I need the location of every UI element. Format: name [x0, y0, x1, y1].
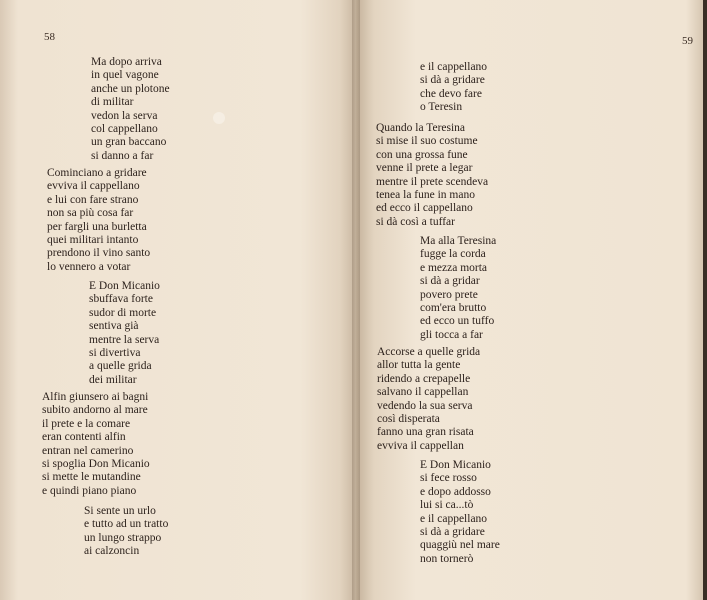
- verse-line: ridendo a crepapelle: [377, 372, 471, 385]
- verse-line: sentiva già: [89, 320, 139, 333]
- verse-line: salvano il cappellan: [377, 386, 469, 399]
- verse-line: Accorse a quelle grida: [377, 346, 481, 358]
- verse-line: in quel vagone: [91, 69, 159, 82]
- stanza-left-5: [84, 505, 168, 559]
- verse-line: si spoglia Don Micanio: [42, 458, 150, 471]
- verse-line: evviva il cappellan: [377, 439, 464, 452]
- verse-line: si mise il suo costume: [376, 135, 478, 148]
- verse-line: con una grossa fune: [376, 148, 468, 161]
- verse-line: di militar: [91, 96, 134, 109]
- verse-line: fanno una gran risata: [377, 426, 474, 439]
- verse-line: o Teresin: [420, 101, 463, 114]
- stanza-right-1: [420, 61, 487, 115]
- verse-line: non tornerò: [420, 552, 474, 565]
- verse-line: eran contenti alfin: [42, 431, 126, 444]
- verse-line: si divertiva: [89, 347, 141, 360]
- verse-line: gli tocca a far: [420, 328, 483, 341]
- stanza-right-5: [420, 459, 500, 566]
- verse-line: col cappellano: [91, 123, 158, 136]
- verse-line: si dà così a tuffar: [376, 215, 455, 228]
- verse-line: e mezza morta: [420, 261, 488, 274]
- stanza-right-2: [376, 122, 488, 229]
- verse-line: Ma dopo arriva: [91, 56, 162, 68]
- stanza-left-3: [89, 280, 160, 387]
- verse-line: non sa più cosa far: [47, 207, 134, 220]
- stanza-right-3: [420, 235, 496, 342]
- verse-line: mentre la serva: [89, 333, 160, 346]
- verse-line: Alfin giunsero ai bagni: [42, 391, 149, 403]
- verse-line: il prete e la comare: [42, 417, 131, 430]
- verse-line: lui si ca...tò: [420, 499, 474, 512]
- verse-line: Quando la Teresina: [376, 122, 466, 134]
- right-page: [356, 0, 703, 600]
- stanza-left-1: [91, 56, 170, 163]
- verse-line: e lui con fare strano: [47, 193, 139, 206]
- verse-line: ai calzoncin: [84, 545, 140, 558]
- verse-line: sudor di morte: [89, 306, 157, 319]
- verse-line: che devo fare: [420, 87, 482, 100]
- verse-line: sbuffava forte: [89, 293, 153, 306]
- verse-line: evviva il cappellano: [47, 180, 140, 193]
- verse-line: E Don Micanio: [89, 280, 160, 292]
- verse-line: povero prete: [420, 288, 478, 301]
- verse-line: e il cappellano: [420, 61, 488, 73]
- verse-line: si dà a gridar: [420, 275, 480, 288]
- verse-line: vedon la serva: [91, 109, 158, 122]
- verse-line: prendono il vino santo: [47, 247, 151, 260]
- verse-line: allor tutta la gente: [377, 359, 461, 372]
- book-gutter: [352, 0, 360, 600]
- stanza-left-4: [42, 391, 150, 498]
- verse-line: tenea la fune in mano: [376, 189, 475, 202]
- verse-line: si dà a gridare: [420, 74, 485, 87]
- verse-line: si fece rosso: [420, 472, 477, 485]
- stanza-left-2: [47, 167, 150, 274]
- verse-line: si dà a gridare: [420, 526, 485, 539]
- verse-line: si danno a far: [91, 149, 154, 162]
- verse-line: fugge la corda: [420, 248, 486, 261]
- paper-speck: [213, 112, 225, 124]
- verse-line: a quelle grida: [89, 360, 152, 373]
- verse-line: vedendo la sua serva: [377, 399, 473, 412]
- page-number-right: 59: [682, 35, 693, 47]
- verse-line: entran nel camerino: [42, 444, 134, 457]
- verse-line: lo vennero a votar: [47, 260, 131, 273]
- verse-line: un lungo strappo: [84, 531, 162, 544]
- verse-line: e tutto ad un tratto: [84, 518, 169, 531]
- stanza-right-4: [377, 346, 480, 453]
- verse-line: Cominciano a gridare: [47, 167, 147, 179]
- verse-line: subito andorno al mare: [42, 404, 148, 417]
- page-number-left: 58: [44, 31, 55, 43]
- verse-line: così disperata: [377, 413, 440, 426]
- verse-line: e quindi piano piano: [42, 484, 137, 497]
- verse-line: si mette le mutandine: [42, 471, 141, 484]
- verse-line: per fargli una burletta: [47, 220, 147, 233]
- verse-line: ed ecco il cappellano: [376, 202, 473, 215]
- verse-line: quaggiù nel mare: [420, 539, 500, 552]
- verse-line: venne il prete a legar: [376, 162, 473, 175]
- verse-line: un gran baccano: [91, 136, 167, 149]
- verse-line: quei militari intanto: [47, 234, 139, 247]
- verse-line: Si sente un urlo: [84, 505, 156, 517]
- verse-line: Ma alla Teresina: [420, 235, 497, 247]
- verse-line: e dopo addosso: [420, 485, 491, 498]
- verse-line: anche un plotone: [91, 82, 170, 95]
- verse-line: E Don Micanio: [420, 459, 491, 471]
- verse-line: com'era brutto: [420, 302, 487, 315]
- verse-line: mentre il prete scendeva: [376, 175, 489, 188]
- verse-line: ed ecco un tuffo: [420, 315, 495, 328]
- verse-line: dei militar: [89, 373, 137, 386]
- verse-line: e il cappellano: [420, 512, 488, 525]
